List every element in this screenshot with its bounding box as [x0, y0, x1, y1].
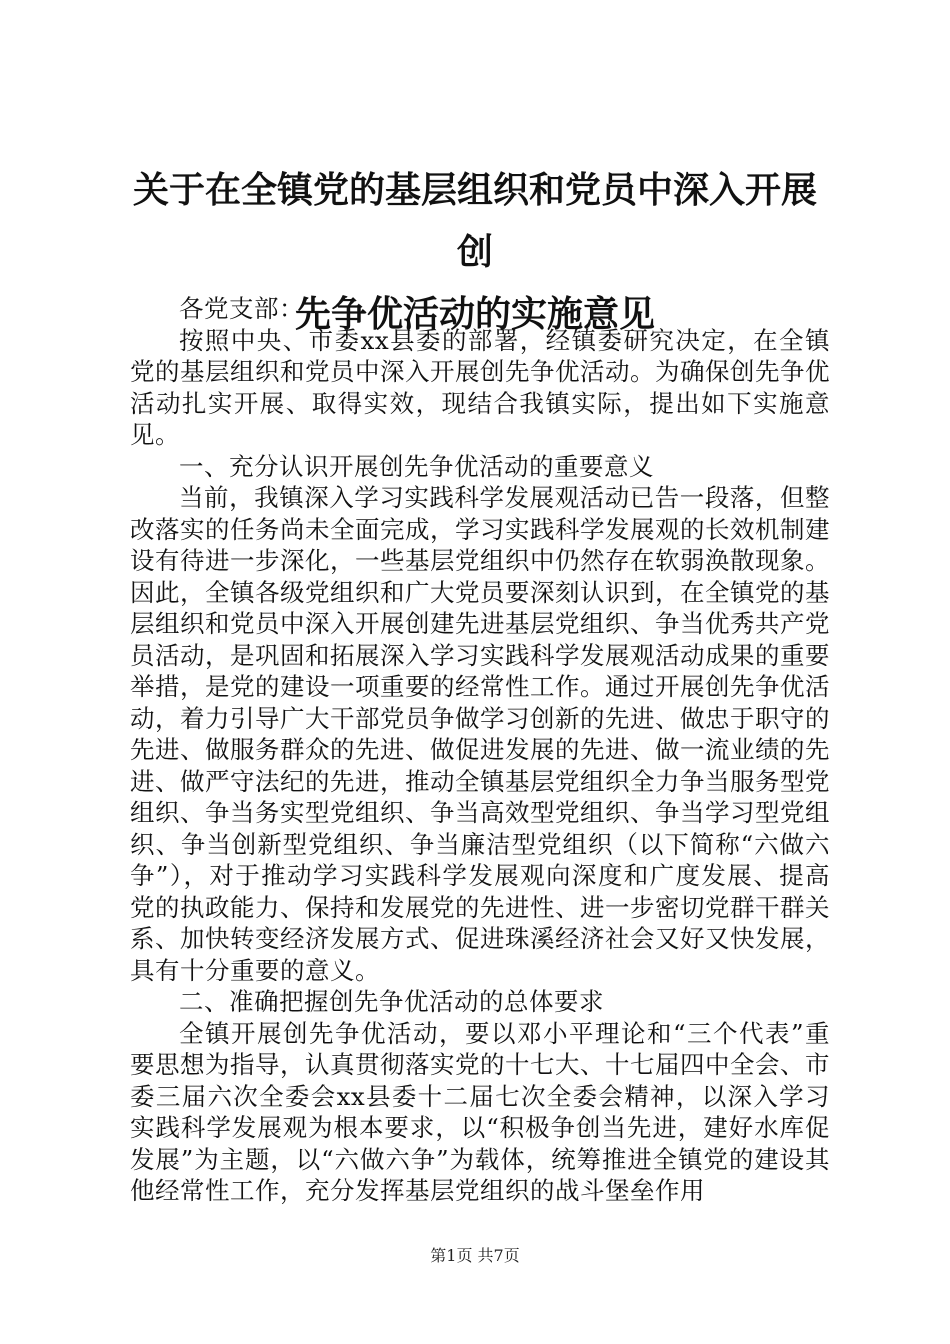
intro-paragraph: 按照中央、市委xx县委的部署，经镇委研究决定，在全镇党的基层组织和党员中深入开展创先争优活动。为确保创先争优活动扎实开展、取得实效，现结合我镇实际，提出如下实施意见。 [130, 325, 830, 449]
title-line-1: 关于在全镇党的基层组织和党员中深入开展创 [132, 170, 817, 273]
document-body [130, 293, 830, 1207]
page-footer: 第1页 共7页 [430, 1246, 520, 1265]
section-2-heading: 二、准确把握创先争优活动的总体要求 [179, 987, 604, 1016]
salutation: 各党支部： [179, 294, 304, 323]
title-line-2: 先争优活动的实施意见 [294, 294, 655, 335]
section-1-heading: 一、充分认识开展创先争优活动的重要意义 [179, 451, 654, 481]
section-2-paragraph: 全镇开展创先争优活动，要以邓小平理论和“三个代表”重要思想为指导，认真贯彻落实党的十七大、十七届四中全会、市委三届六次全委会xx县委十二届七次全委会精神，以深入学习实践科学发展观为根本要求，以“积极争创当先进，建好水库促发展”为主题，以“六做六争”为载体，统筹推进全镇党的建设其他经常性工作，充分发挥基层党组织的战斗堡垒作用 [130, 1018, 830, 1205]
section-1-paragraph: 当前，我镇深入学习实践科学发展观活动已告一段落，但整改落实的任务尚未全面完成，学习实践科学发展观的长效机制建设有待进一步深化，一些基层党组织中仍然存在软弱涣散现象。因此，全镇各级党组织和广大党员要深刻认识到，在全镇党的基层组织和党员中深入开展创建先进基层党组织、争当优秀共产党员活动，是巩固和拓展深入学习实践科学发展观活动成果的重要举措，是党的建设一项重要的经常性工作。通过开展创先争优活动，着力引导广大干部党员争做学习创新的先进、做忠于职守的先进、做服务群众的先进、做促进发展的先进、做一流业绩的先进、做严守法纪的先进，推动全镇基层党组织全力争当服务型党组织、争当务实型党组织、争当高效型党组织、争当学习型党组织、争当创新型党组织、争当廉洁型党组织（以下简称“六做六争”），对于推动学习实践科学发展观向深度和广度发展、提高党的执政能力、保持和发展党的先进性、进一步密切党群干群关系、加快转变经济发展方式、促进珠溪经济社会又好又快发展，具有十分重要的意义。 [130, 483, 830, 985]
